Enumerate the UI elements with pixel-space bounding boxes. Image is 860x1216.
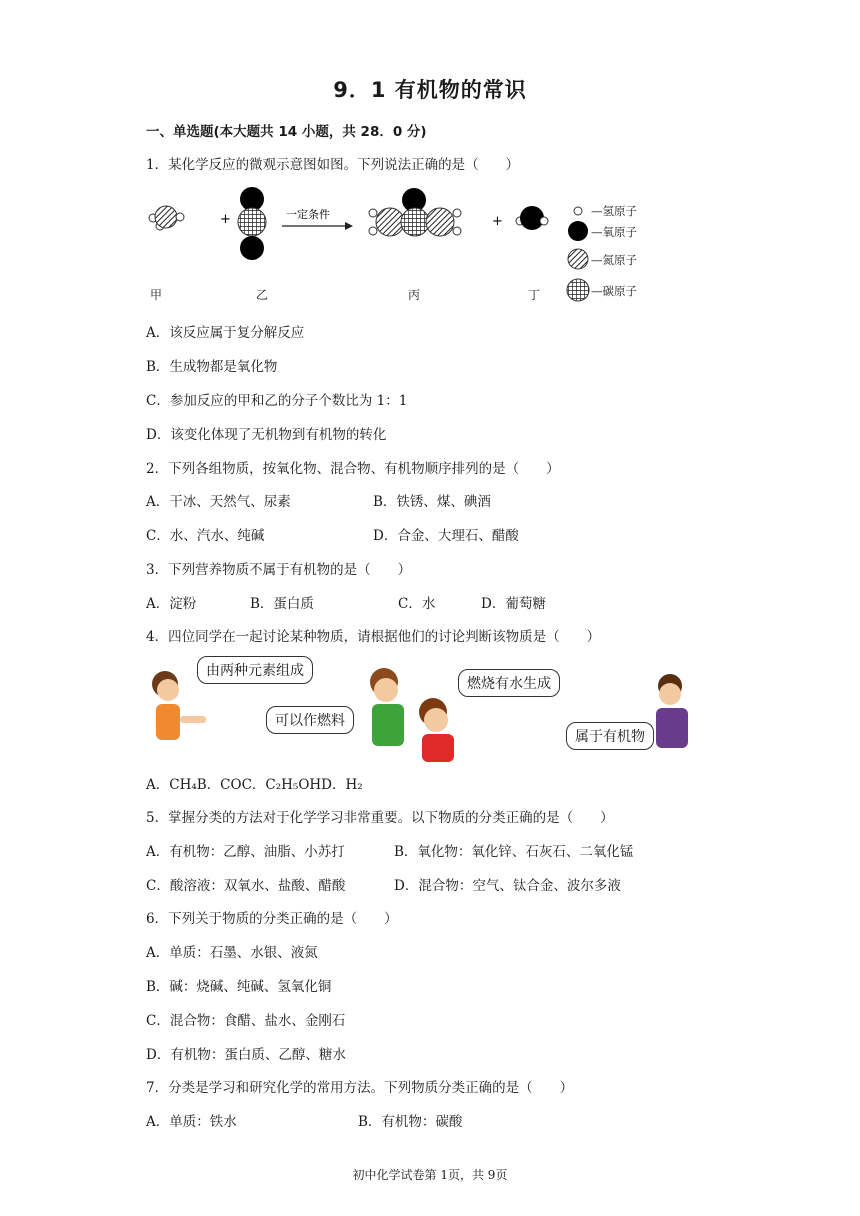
q6-option-a: A．单质：石墨、水银、液氮: [146, 945, 318, 961]
label-ding: 丁: [528, 288, 541, 302]
speech-bubble-1: 由两种元素组成: [197, 656, 313, 684]
legend-carbon: —碳原子: [591, 284, 637, 298]
q3-option-a: A．淀粉: [146, 596, 197, 612]
legend-hydrogen: —氢原子: [591, 204, 637, 218]
q1-option-c: C．参加反应的甲和乙的分子个数比为 1：1: [146, 393, 408, 409]
q6-option-d: D．有机物：蛋白质、乙醇、糖水: [146, 1047, 346, 1063]
q1-option-b: B．生成物都是氧化物: [146, 359, 278, 375]
molecule-jia: [149, 206, 184, 230]
label-bing: 丙: [408, 288, 421, 302]
q6-option-b: B．碱：烧碱、纯碱、氢氧化铜: [146, 979, 332, 995]
molecule-yi: [238, 187, 266, 260]
svg-text:+: +: [492, 214, 503, 229]
page-title: 9．1 有机物的常识: [333, 78, 527, 102]
q2-option-d: D．合金、大理石、醋酸: [373, 528, 519, 544]
q4-stem: 4．四位同学在一起讨论某种物质，请根据他们的讨论判断该物质是（ ）: [146, 629, 601, 645]
q3-stem: 3．下列营养物质不属于有机物的是（ ）: [146, 562, 412, 578]
student-2: [370, 668, 404, 746]
q4-options: A．CH₄B．COC．C₂H₅OHD．H₂: [146, 777, 363, 793]
student-1: [152, 671, 206, 740]
q5-option-a: A．有机物：乙醇、油脂、小苏打: [146, 844, 345, 860]
q1-stem: 1．某化学反应的微观示意图如图。下列说法正确的是（ ）: [146, 157, 520, 173]
section-heading: 一、单选题(本大题共 14 小题，共 28．0 分): [146, 124, 427, 140]
speech-bubble-3: 燃烧有水生成: [458, 669, 560, 697]
reaction-condition: 一定条件: [286, 208, 330, 221]
label-jia: 甲: [150, 288, 163, 302]
q2-option-c: C．水、汽水、纯碱: [146, 528, 265, 544]
speech-bubble-2: 可以作燃料: [266, 706, 354, 734]
student-3: [419, 698, 454, 762]
q3-option-c: C．水: [398, 596, 436, 612]
legend-oxygen: —氧原子: [591, 225, 637, 239]
legend-nitrogen: —氮原子: [591, 253, 637, 267]
q2-option-b: B．铁锈、煤、碘酒: [373, 494, 491, 510]
q7-stem: 7．分类是学习和研究化学的常用方法。下列物质分类正确的是（ ）: [146, 1080, 574, 1096]
speech-bubble-4: 属于有机物: [566, 722, 654, 750]
q5-option-b: B．氧化物：氧化锌、石灰石、二氧化锰: [394, 844, 634, 860]
q1-option-d: D．该变化体现了无机物到有机物的转化: [146, 427, 387, 443]
legend: [567, 207, 589, 301]
q2-option-a: A．干冰、天然气、尿素: [146, 494, 291, 510]
page-footer: 初中化学试卷第 1页，共 9页: [352, 1168, 508, 1182]
q7-option-b: B．有机物：碳酸: [358, 1114, 463, 1130]
student-4: [656, 674, 688, 748]
q5-option-d: D．混合物：空气、钛合金、波尔多液: [394, 878, 621, 894]
svg-text:+: +: [220, 212, 231, 227]
reaction-arrow: [282, 207, 353, 230]
q7-option-a: A．单质：铁水: [146, 1114, 237, 1130]
q2-stem: 2．下列各组物质，按氧化物、混合物、有机物顺序排列的是（ ）: [146, 461, 560, 477]
molecule-ding: [516, 206, 548, 230]
q3-option-b: B．蛋白质: [250, 596, 314, 612]
q5-stem: 5．掌握分类的方法对于化学学习非常重要。以下物质的分类正确的是（ ）: [146, 810, 614, 826]
q3-option-d: D．葡萄糖: [481, 596, 546, 612]
q1-option-a: A．该反应属于复分解反应: [146, 325, 305, 341]
molecule-bing: [369, 188, 461, 236]
label-yi: 乙: [256, 288, 269, 302]
q5-option-c: C．酸溶液：双氧水、盐酸、醋酸: [146, 878, 346, 894]
q6-stem: 6．下列关于物质的分类正确的是（ ）: [146, 911, 398, 927]
q6-option-c: C．混合物：食醋、盐水、金刚石: [146, 1013, 346, 1029]
